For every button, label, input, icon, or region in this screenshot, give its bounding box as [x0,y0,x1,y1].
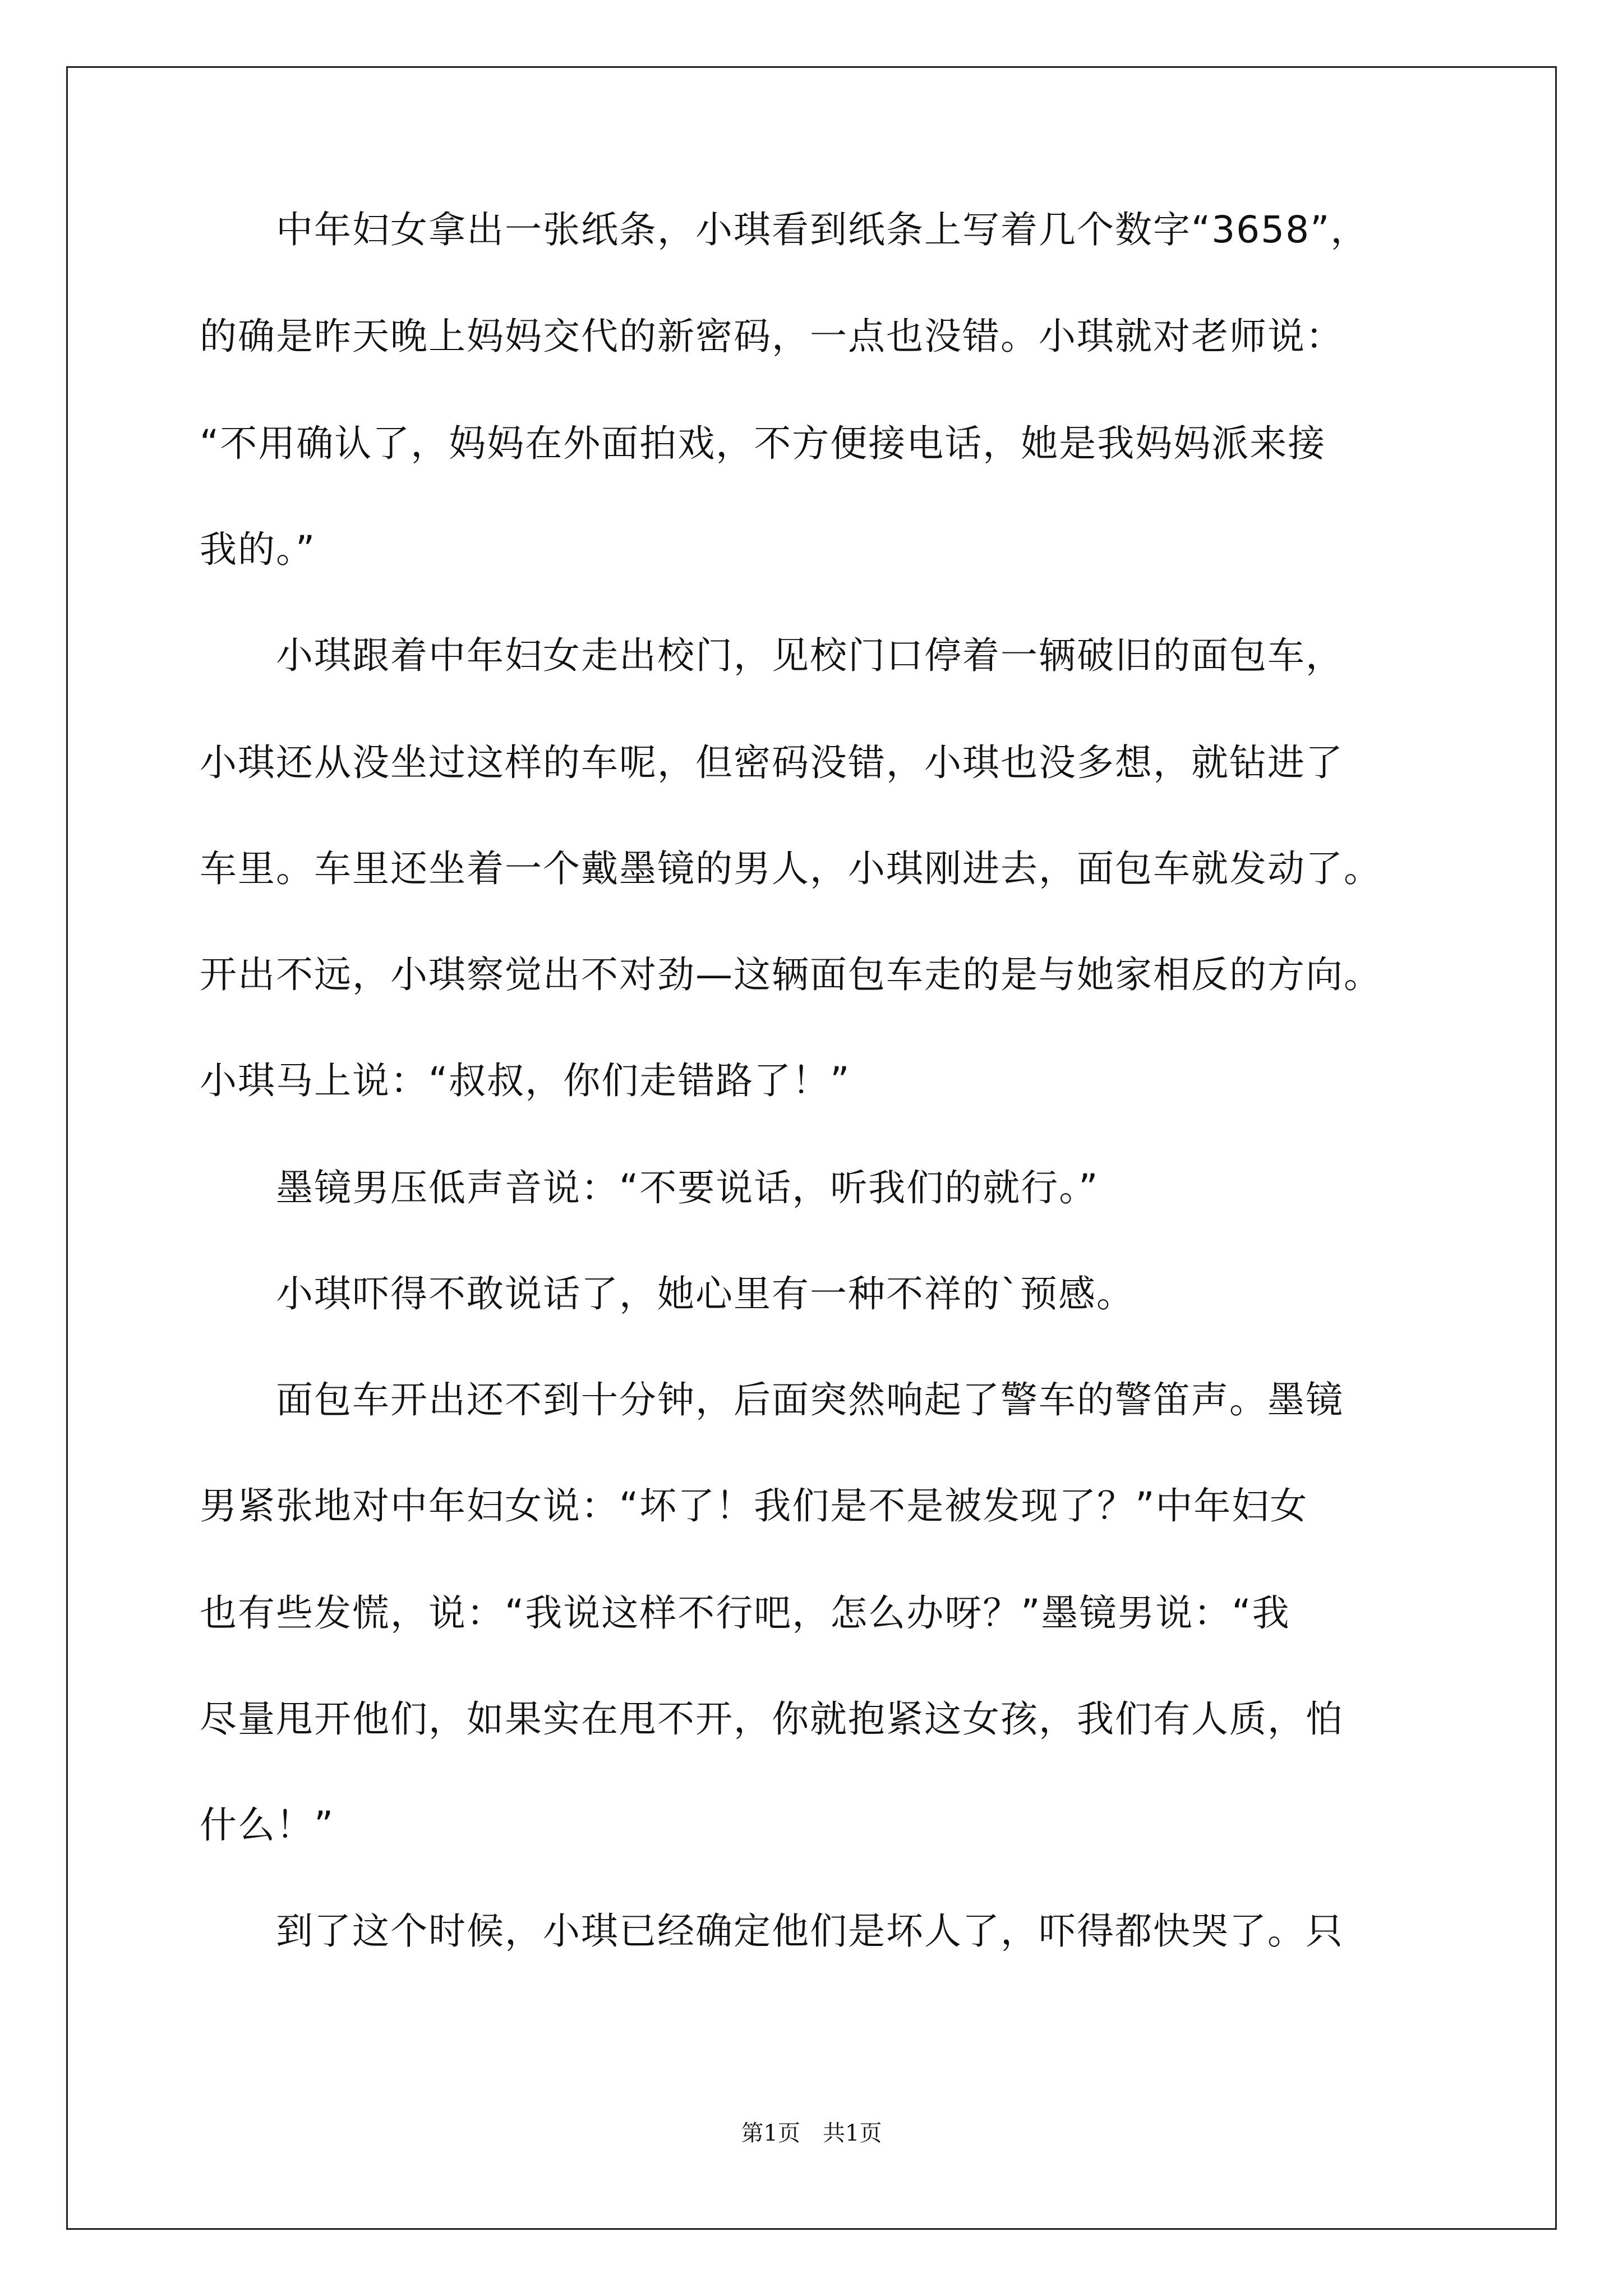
text-line: 也有些发慌，说：“我说这样不行吧，怎么办呀？”墨镜男说：“我 [200,1591,1290,1635]
text-line: 我的。” [200,528,316,571]
page-border [66,66,1557,2230]
text-line: 小琪跟着中年妇女走出校门，见校门口停着一辆破旧的面包车， [200,634,1344,677]
text-line: 墨镜男压低声音说：“不要说话，听我们的就行。” [200,1166,1099,1209]
page-footer: 第1页 共1页 [741,2120,882,2146]
text-line: 男紧张地对中年妇女说：“坏了！我们是不是被发现了？”中年妇女 [200,1484,1308,1527]
text-line: 到了这个时候，小琪已经确定他们是坏人了，吓得都快哭了。只 [200,1910,1344,1953]
text-line: 面包车开出还不到十分钟，后面突然响起了警车的警笛声。墨镜 [200,1378,1344,1421]
text-line: 开出不远，小琪察觉出不对劲—这辆面包车走的是与她家相反的方向。 [200,953,1382,996]
text-line: 小琪吓得不敢说话了，她心里有一种不祥的`预感。 [200,1272,1135,1315]
text-line: “不用确认了，妈妈在外面拍戏，不方便接电话，她是我妈妈派来接 [200,422,1326,465]
text-line: 什么！” [200,1803,335,1847]
text-line: 中年妇女拿出一张纸条，小琪看到纸条上写着几个数字“3658”， [200,208,1369,251]
text-line: 车里。车里还坐着一个戴墨镜的男人，小琪刚进去，面包车就发动了。 [200,847,1382,890]
text-line: 尽量甩开他们，如果实在甩不开，你就抱紧这女孩，我们有人质，怕 [200,1697,1344,1741]
text-line: 小琪马上说：“叔叔，你们走错路了！” [200,1059,851,1102]
text-line: 的确是昨天晚上妈妈交代的新密码，一点也没错。小琪就对老师说： [200,315,1344,358]
text-line: 小琪还从没坐过这样的车呢，但密码没错，小琪也没多想，就钻进了 [200,741,1344,784]
